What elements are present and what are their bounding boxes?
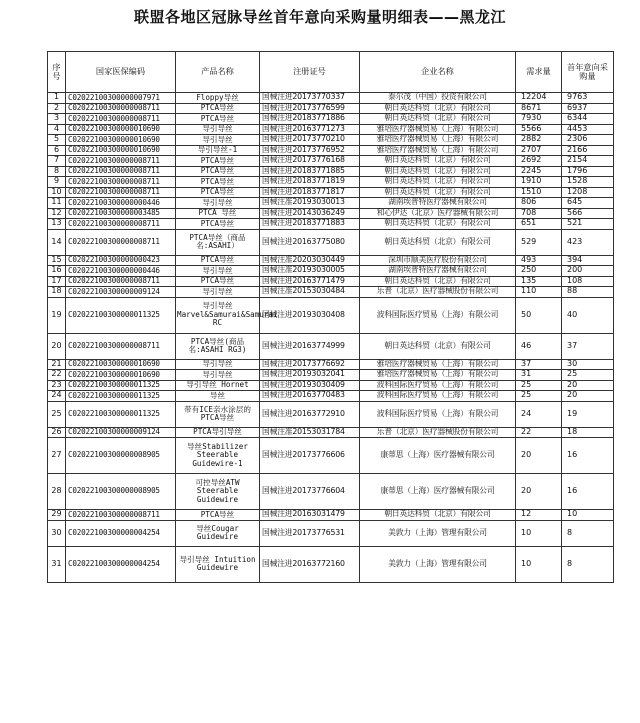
demand-quantity: 25 (516, 391, 562, 402)
company-name: 波科国际医疗贸易（上海）有限公司 (360, 391, 516, 402)
row-index: 20 (48, 333, 66, 359)
product-name: 导丝Stabilizer Steerable Guidewire-1 (176, 438, 260, 474)
header-registration: 注册证号 (260, 52, 360, 93)
national-code: C02022100300000008711 (66, 333, 176, 359)
demand-quantity: 25 (516, 380, 562, 391)
demand-quantity: 50 (516, 297, 562, 333)
table-row (48, 391, 614, 402)
first-year-quantity: 20 (562, 391, 614, 402)
product-name: 导引导丝 (176, 124, 260, 135)
row-index: 16 (48, 266, 66, 277)
product-name: PTCA导丝 (176, 219, 260, 230)
demand-quantity: 46 (516, 333, 562, 359)
registration-number: 国械注准20153030484 (260, 287, 360, 298)
row-index: 17 (48, 276, 66, 287)
table-row (48, 124, 614, 135)
national-code: C02022100300000000423 (66, 255, 176, 266)
product-name: 导引导丝-1 (176, 145, 260, 156)
first-year-quantity: 9763 (562, 93, 614, 104)
row-index: 6 (48, 145, 66, 156)
header-code: 国家医保编码 (66, 52, 176, 93)
registration-number: 国械注进20163772910 (260, 401, 360, 427)
company-name: 乐普（北京）医疗器械股份有限公司 (360, 287, 516, 298)
company-name: 波科国际医疗贸易（上海）有限公司 (360, 401, 516, 427)
product-name: 导引导丝 (176, 266, 260, 277)
page-title: 联盟各地区冠脉导丝首年意向采购量明细表——黑龙江 (133, 8, 506, 26)
row-index: 25 (48, 401, 66, 427)
first-year-quantity: 394 (562, 255, 614, 266)
company-name: 康蒂思（上海）医疗器械有限公司 (360, 474, 516, 510)
national-code: C02022100300000000446 (66, 266, 176, 277)
first-year-quantity: 521 (562, 219, 614, 230)
demand-quantity: 10 (516, 546, 562, 582)
row-index: 28 (48, 474, 66, 510)
table-row (48, 401, 614, 427)
national-code: C02022100300000010690 (66, 145, 176, 156)
demand-quantity: 135 (516, 276, 562, 287)
product-name: 导引导丝 (176, 370, 260, 381)
registration-number: 国械注进20183771885 (260, 166, 360, 177)
demand-quantity: 493 (516, 255, 562, 266)
row-index: 14 (48, 229, 66, 255)
first-year-quantity: 1208 (562, 187, 614, 198)
registration-number: 国械注准20203030449 (260, 255, 360, 266)
first-year-quantity: 1528 (562, 177, 614, 188)
product-name: PTCA导丝 (176, 187, 260, 198)
row-index: 11 (48, 198, 66, 209)
company-name: 美敦力（上海）管理有限公司 (360, 520, 516, 546)
registration-number: 国械注进20173776952 (260, 145, 360, 156)
company-name: 雅培医疗器械贸易（上海）有限公司 (360, 370, 516, 381)
registration-number: 国械注进20163771273 (260, 124, 360, 135)
header-index: 序号 (48, 52, 66, 93)
company-name: 泰尔茂（中国）投资有限公司 (360, 93, 516, 104)
table-row (48, 510, 614, 521)
table-row (48, 474, 614, 510)
table-row (48, 359, 614, 370)
table-row (48, 166, 614, 177)
national-code: C02022100300000008711 (66, 177, 176, 188)
first-year-quantity: 19 (562, 401, 614, 427)
first-year-quantity: 2154 (562, 156, 614, 167)
product-name: PTCA 导丝 (176, 208, 260, 219)
registration-number: 国械注进20193032041 (260, 370, 360, 381)
company-name: 朝日英达科贸（北京）有限公司 (360, 276, 516, 287)
row-index: 3 (48, 114, 66, 125)
registration-number: 国械注进20163770483 (260, 391, 360, 402)
demand-quantity: 24 (516, 401, 562, 427)
product-name: 导丝Cougar Guidewire (176, 520, 260, 546)
first-year-quantity: 18 (562, 427, 614, 438)
registration-number: 国械注进20193030408 (260, 297, 360, 333)
table-row (48, 103, 614, 114)
row-index: 19 (48, 297, 66, 333)
row-index: 22 (48, 370, 66, 381)
company-name: 康蒂思（上海）医疗器械有限公司 (360, 438, 516, 474)
table-row (48, 438, 614, 474)
row-index: 5 (48, 135, 66, 146)
product-name: 导引导丝 (176, 287, 260, 298)
demand-quantity: 37 (516, 359, 562, 370)
table-row (48, 229, 614, 255)
table-body (48, 93, 614, 583)
demand-quantity: 1910 (516, 177, 562, 188)
demand-quantity: 10 (516, 520, 562, 546)
row-index: 31 (48, 546, 66, 582)
national-code: C02022100300000008711 (66, 510, 176, 521)
registration-number: 国械注进20183771817 (260, 187, 360, 198)
national-code: C02022100300000008711 (66, 229, 176, 255)
row-index: 12 (48, 208, 66, 219)
first-year-quantity: 423 (562, 229, 614, 255)
row-index: 15 (48, 255, 66, 266)
demand-quantity: 529 (516, 229, 562, 255)
company-name: 朝日英达科贸（北京）有限公司 (360, 166, 516, 177)
demand-quantity: 31 (516, 370, 562, 381)
national-code: C02022100300000004254 (66, 546, 176, 582)
table-row (48, 546, 614, 582)
national-code: C02022100300000008711 (66, 156, 176, 167)
first-year-quantity: 20 (562, 380, 614, 391)
national-code: C02022100300000008711 (66, 276, 176, 287)
product-name: 导丝 (176, 391, 260, 402)
company-name: 朝日英达科贸（北京）有限公司 (360, 219, 516, 230)
header-row (48, 52, 614, 93)
company-name: 和心伊达（北京）医疗器械有限公司 (360, 208, 516, 219)
table-row (48, 93, 614, 104)
header-company: 企业名称 (360, 52, 516, 93)
product-name: PTCA导丝（商品名:ASAHI） (176, 229, 260, 255)
product-name: 导引导丝 (176, 135, 260, 146)
demand-quantity: 22 (516, 427, 562, 438)
national-code: C02022100300000008711 (66, 114, 176, 125)
row-index: 2 (48, 103, 66, 114)
company-name: 朝日英达科贸（北京）有限公司 (360, 156, 516, 167)
header-first-year: 首年意向采购量 (562, 52, 614, 93)
first-year-quantity: 6937 (562, 103, 614, 114)
first-year-quantity: 10 (562, 510, 614, 521)
product-name: PTCA导丝 (176, 156, 260, 167)
company-name: 湖南埃普特医疗器械有限公司 (360, 198, 516, 209)
national-code: C02022100300000009124 (66, 427, 176, 438)
national-code: C02022100300000011325 (66, 401, 176, 427)
company-name: 朝日英达科贸（北京）有限公司 (360, 333, 516, 359)
table-row (48, 135, 614, 146)
company-name: 朝日英达科贸（北京）有限公司 (360, 229, 516, 255)
table-row (48, 520, 614, 546)
demand-quantity: 806 (516, 198, 562, 209)
demand-quantity: 250 (516, 266, 562, 277)
table-row (48, 266, 614, 277)
product-name: PTCA导丝 (176, 510, 260, 521)
row-index: 7 (48, 156, 66, 167)
first-year-quantity: 645 (562, 198, 614, 209)
row-index: 30 (48, 520, 66, 546)
registration-number: 国械注进20163772160 (260, 546, 360, 582)
company-name: 雅培医疗器械贸易（上海）有限公司 (360, 359, 516, 370)
row-index: 18 (48, 287, 66, 298)
product-name: Floppy导丝 (176, 93, 260, 104)
demand-quantity: 12 (516, 510, 562, 521)
registration-number: 国械注进20163031479 (260, 510, 360, 521)
registration-number: 国械注进20173776606 (260, 438, 360, 474)
national-code: C02022100300000007971 (66, 93, 176, 104)
demand-quantity: 7930 (516, 114, 562, 125)
national-code: C02022100300000011325 (66, 391, 176, 402)
table-row (48, 297, 614, 333)
company-name: 波科国际医疗贸易（上海）有限公司 (360, 297, 516, 333)
registration-number: 国械注进20183771886 (260, 114, 360, 125)
product-name: 带有ICE亲水涂层的PTCA导丝 (176, 401, 260, 427)
demand-quantity: 5566 (516, 124, 562, 135)
row-index: 10 (48, 187, 66, 198)
product-name: PTCA导引导丝 (176, 427, 260, 438)
company-name: 深圳市顺美医疗股份有限公司 (360, 255, 516, 266)
national-code: C02022100300000008711 (66, 103, 176, 114)
national-code: C02022100300000000446 (66, 198, 176, 209)
national-code: C02022100300000008905 (66, 438, 176, 474)
demand-quantity: 651 (516, 219, 562, 230)
product-name: PTCA导丝 (176, 177, 260, 188)
table-row (48, 145, 614, 156)
first-year-quantity: 16 (562, 438, 614, 474)
first-year-quantity: 2166 (562, 145, 614, 156)
first-year-quantity: 6344 (562, 114, 614, 125)
first-year-quantity: 8 (562, 546, 614, 582)
demand-quantity: 110 (516, 287, 562, 298)
national-code: C02022100300000009124 (66, 287, 176, 298)
registration-number: 国械注进20173776531 (260, 520, 360, 546)
product-name: PTCA导丝 (176, 114, 260, 125)
demand-quantity: 2245 (516, 166, 562, 177)
product-name: 导引导丝 (176, 359, 260, 370)
row-index: 4 (48, 124, 66, 135)
national-code: C02022100300000008711 (66, 219, 176, 230)
national-code: C02022100300000008711 (66, 187, 176, 198)
table-row (48, 370, 614, 381)
first-year-quantity: 108 (562, 276, 614, 287)
registration-number: 国械注准20193030005 (260, 266, 360, 277)
registration-number: 国械注进20173770337 (260, 93, 360, 104)
company-name: 朝日英达科贸（北京）有限公司 (360, 510, 516, 521)
first-year-quantity: 4453 (562, 124, 614, 135)
product-name: PTCA导丝 (176, 103, 260, 114)
national-code: C02022100300000004254 (66, 520, 176, 546)
table-row (48, 287, 614, 298)
registration-number: 国械注进20183771883 (260, 219, 360, 230)
company-name: 朝日英达科贸（北京）有限公司 (360, 177, 516, 188)
first-year-quantity: 25 (562, 370, 614, 381)
company-name: 雅培医疗器械贸易（上海）有限公司 (360, 135, 516, 146)
product-name: PTCA导丝 (176, 166, 260, 177)
row-index: 13 (48, 219, 66, 230)
table-row (48, 208, 614, 219)
demand-quantity: 2882 (516, 135, 562, 146)
first-year-quantity: 16 (562, 474, 614, 510)
row-index: 29 (48, 510, 66, 521)
first-year-quantity: 566 (562, 208, 614, 219)
demand-quantity: 12204 (516, 93, 562, 104)
first-year-quantity: 8 (562, 520, 614, 546)
company-name: 美敦力（上海）管理有限公司 (360, 546, 516, 582)
registration-number: 国械注进20173776692 (260, 359, 360, 370)
company-name: 湖南埃普特医疗器械有限公司 (360, 266, 516, 277)
national-code: C02022100300000010690 (66, 370, 176, 381)
national-code: C02022100300000008711 (66, 166, 176, 177)
header-demand: 需求量 (516, 52, 562, 93)
national-code: C02022100300000010690 (66, 124, 176, 135)
demand-quantity: 1510 (516, 187, 562, 198)
table-row (48, 156, 614, 167)
table-row (48, 198, 614, 209)
first-year-quantity: 2306 (562, 135, 614, 146)
company-name: 朝日英达科贸（北京）有限公司 (360, 114, 516, 125)
row-index: 21 (48, 359, 66, 370)
company-name: 雅培医疗器械贸易（上海）有限公司 (360, 124, 516, 135)
row-index: 1 (48, 93, 66, 104)
row-index: 9 (48, 177, 66, 188)
registration-number: 国械注进20183771819 (260, 177, 360, 188)
product-name: PTCA导丝(商品名:ASAHI RG3) (176, 333, 260, 359)
table-row (48, 219, 614, 230)
table-row (48, 187, 614, 198)
registration-number: 国械注进20173776604 (260, 474, 360, 510)
demand-quantity: 20 (516, 438, 562, 474)
first-year-quantity: 1796 (562, 166, 614, 177)
company-name: 雅培医疗器械贸易（上海）有限公司 (360, 145, 516, 156)
product-name: PTCA导丝 (176, 255, 260, 266)
national-code: C02022100300000011325 (66, 297, 176, 333)
row-index: 27 (48, 438, 66, 474)
registration-number: 国械注进20173776599 (260, 103, 360, 114)
product-name: 导引导丝 (176, 198, 260, 209)
national-code: C02022100300000010690 (66, 359, 176, 370)
first-year-quantity: 200 (562, 266, 614, 277)
registration-number: 国械注进20163774999 (260, 333, 360, 359)
national-code: C02022100300000003485 (66, 208, 176, 219)
table-row (48, 427, 614, 438)
table-row (48, 114, 614, 125)
company-name: 乐普（北京）医疗器械股份有限公司 (360, 427, 516, 438)
table-row (48, 255, 614, 266)
procurement-table (47, 51, 614, 583)
registration-number: 国械注准20153031784 (260, 427, 360, 438)
product-name: 导引导丝 Intuition Guidewire (176, 546, 260, 582)
registration-number: 国械注进20163775080 (260, 229, 360, 255)
row-index: 26 (48, 427, 66, 438)
registration-number: 国械注进20193030409 (260, 380, 360, 391)
registration-number: 国械注准20193030013 (260, 198, 360, 209)
company-name: 朝日英达科贸（北京）有限公司 (360, 187, 516, 198)
demand-quantity: 20 (516, 474, 562, 510)
product-name: 导引导丝 Marvel&Samurai&Samurai RC (176, 297, 260, 333)
company-name: 波科国际医疗贸易（上海）有限公司 (360, 380, 516, 391)
first-year-quantity: 37 (562, 333, 614, 359)
product-name: 可控导丝ATW Steerable Guidewire (176, 474, 260, 510)
product-name: 导引导丝 Hornet (176, 380, 260, 391)
product-name: PTCA导丝 (176, 276, 260, 287)
first-year-quantity: 40 (562, 297, 614, 333)
table-row (48, 177, 614, 188)
first-year-quantity: 30 (562, 359, 614, 370)
registration-number: 国械注进20173770210 (260, 135, 360, 146)
row-index: 8 (48, 166, 66, 177)
first-year-quantity: 88 (562, 287, 614, 298)
table-row (48, 276, 614, 287)
national-code: C02022100300000008905 (66, 474, 176, 510)
registration-number: 国械注进20173776168 (260, 156, 360, 167)
demand-quantity: 708 (516, 208, 562, 219)
row-index: 23 (48, 380, 66, 391)
national-code: C02022100300000011325 (66, 380, 176, 391)
demand-quantity: 2692 (516, 156, 562, 167)
header-product: 产品名称 (176, 52, 260, 93)
table-row (48, 333, 614, 359)
national-code: C02022100300000010690 (66, 135, 176, 146)
registration-number: 国械注进20163771479 (260, 276, 360, 287)
row-index: 24 (48, 391, 66, 402)
demand-quantity: 8671 (516, 103, 562, 114)
demand-quantity: 2707 (516, 145, 562, 156)
registration-number: 国械注进20143036249 (260, 208, 360, 219)
company-name: 朝日英达科贸（北京）有限公司 (360, 103, 516, 114)
table-row (48, 380, 614, 391)
